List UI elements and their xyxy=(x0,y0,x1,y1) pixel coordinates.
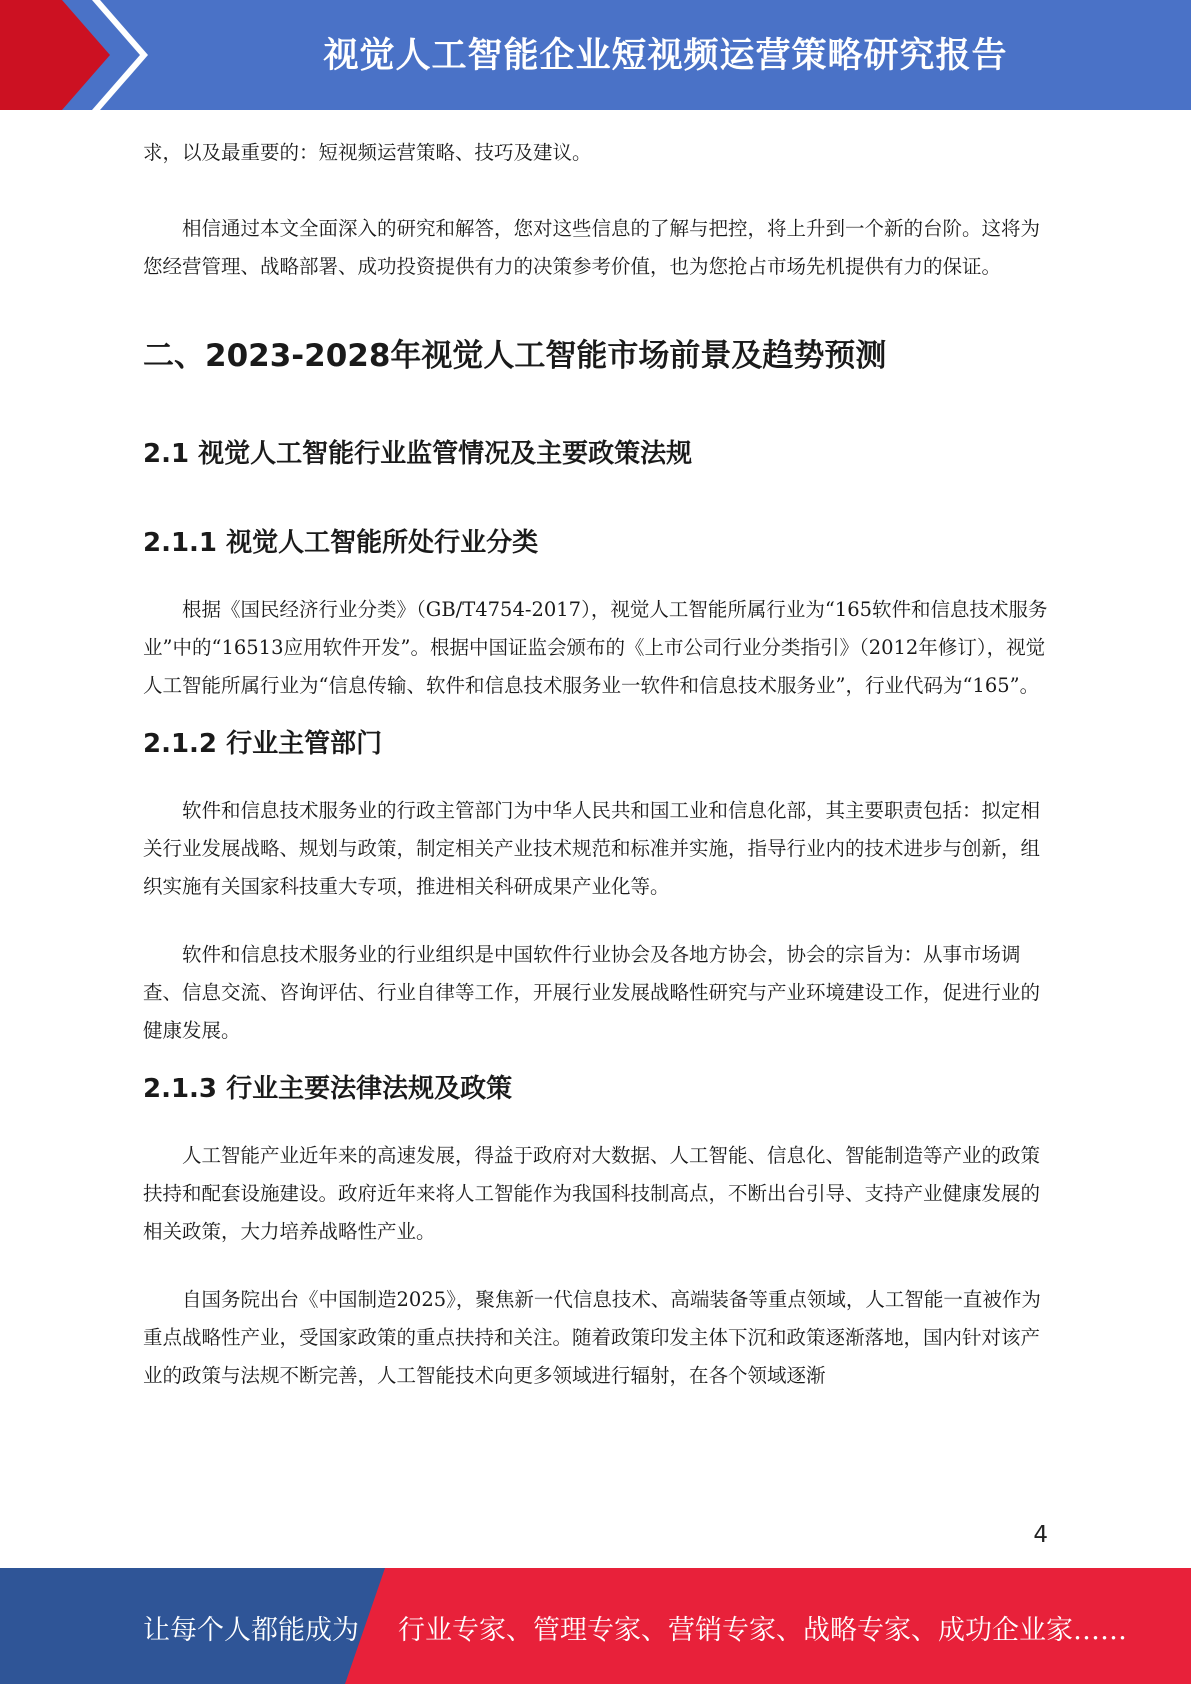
subsubsection-heading-classification: 2.1.1 视觉人工智能所处行业分类 xyxy=(143,528,539,558)
report-title: 视觉人工智能企业短视频运营策略研究报告 xyxy=(323,36,1008,76)
paragraph-classification: 根据《国民经济行业分类》（GB/T4754-2017），视觉人工智能所属行业为“165软件和信息技术服务业”中的“16513应用软件开发”。根据中国证监会颁布的《上市公司行业分类指引》（2012年修订），视觉人工智能所属行业为“信息传输、软件和信息技术服务业一软件和信息技术服务业”，行业代码为“165”。 xyxy=(143,598,1048,697)
paragraph-intro: 相信通过本文全面深入的研究和解答，您对这些信息的了解与把控，将上升到一个新的台阶。这将为您经营管理、战略部署、成功投资提供有力的决策参考价值，也为您抢占市场先机提供有力的保证。 xyxy=(143,217,1041,278)
page-body xyxy=(143,134,1048,1395)
subsubsection-heading-laws: 2.1.3 行业主要法律法规及政策 xyxy=(143,1074,513,1104)
page-header xyxy=(0,0,1191,110)
paragraph-department-1: 软件和信息技术服务业的行政主管部门为中华人民共和国工业和信息化部，其主要职责包括：拟定相关行业发展战略、规划与政策，制定相关产业技术规范和标准并实施，指导行业内的技术进步与创新，组织实施有关国家科技重大专项，推进相关科研成果产业化等。 xyxy=(143,799,1041,898)
page-number: 4 xyxy=(1033,1522,1048,1548)
paragraph-laws-2: 自国务院出台《中国制造2025》，聚焦新一代信息技术、高端装备等重点领域，人工智能一直被作为重点战略性产业，受国家政策的重点扶持和关注。随着政策印发主体下沉和政策逐渐落地，国内针对该产业的政策与法规不断完善，人工智能技术向更多领域进行辐射，在各个领域逐渐 xyxy=(143,1288,1041,1387)
subsection-heading: 2.1 视觉人工智能行业监管情况及主要政策法规 xyxy=(143,439,693,469)
section-heading: 二、2023-2028年视觉人工智能市场前景及趋势预测 xyxy=(143,338,887,374)
page-footer xyxy=(0,1568,1191,1684)
paragraph-laws-1: 人工智能产业近年来的高速发展，得益于政府对大数据、人工智能、信息化、智能制造等产业的政策扶持和配套设施建设。政府近年来将人工智能作为我国科技制高点，不断出台引导、支持产业健康发展的相关政策，大力培养战略性产业。 xyxy=(143,1144,1041,1243)
footer-slogan-right: 行业专家、管理专家、营销专家、战略专家、成功企业家…… xyxy=(398,1615,1127,1646)
paragraph-department-2: 软件和信息技术服务业的行业组织是中国软件行业协会及各地方协会，协会的宗旨为：从事市场调查、信息交流、咨询评估、行业自律等工作，开展行业发展战略性研究与产业环境建设工作，促进行业的健康发展。 xyxy=(143,943,1041,1042)
footer-slogan-left: 让每个人都能成为 xyxy=(143,1615,359,1646)
paragraph-continuation: 求，以及最重要的：短视频运营策略、技巧及建议。 xyxy=(143,141,592,164)
subsubsection-heading-department: 2.1.2 行业主管部门 xyxy=(143,729,383,759)
